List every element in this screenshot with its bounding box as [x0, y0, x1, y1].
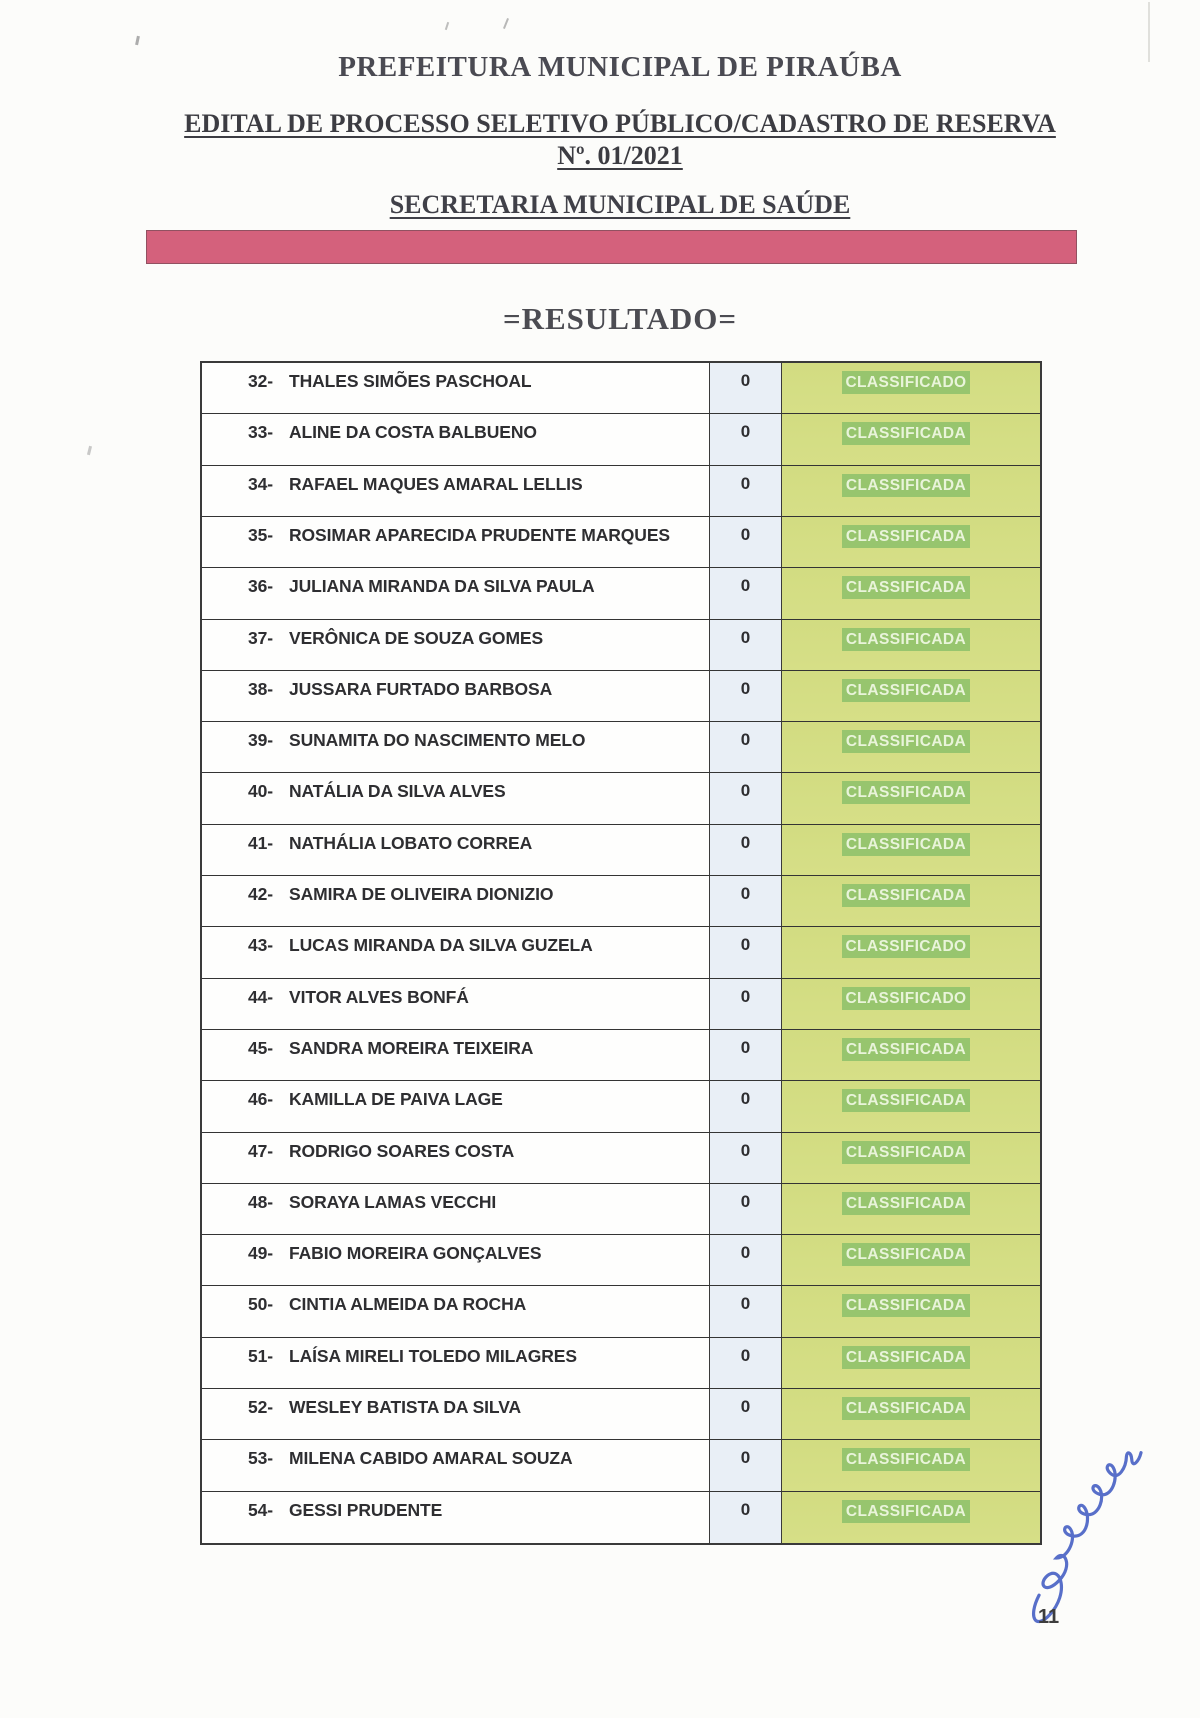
score-cell: 0	[709, 1081, 782, 1131]
status-badge: CLASSIFICADA	[842, 1500, 970, 1523]
candidate-name: 41- NATHÁLIA LOBATO CORREA	[202, 825, 709, 875]
candidate-number: 44-	[248, 986, 273, 1007]
table-row	[202, 1338, 1040, 1389]
table-row	[202, 927, 1040, 978]
candidate-number: 48-	[248, 1191, 273, 1212]
table-row	[202, 620, 1040, 671]
status-badge: CLASSIFICADA	[842, 422, 970, 445]
table-row	[202, 773, 1040, 824]
status-badge: CLASSIFICADA	[842, 1448, 970, 1471]
candidate-number: 34-	[248, 473, 273, 494]
status-badge: CLASSIFICADA	[842, 781, 970, 804]
candidate-number: 47-	[248, 1140, 273, 1161]
table-row	[202, 1235, 1040, 1286]
table-row	[202, 1081, 1040, 1132]
table-row	[202, 722, 1040, 773]
status-badge: CLASSIFICADA	[842, 628, 970, 651]
candidate-number: 41-	[248, 832, 273, 853]
score-cell: 0	[709, 1492, 782, 1543]
candidate-number: 46-	[248, 1089, 273, 1110]
candidate-name: 32- THALES SIMÕES PASCHOAL	[202, 363, 709, 413]
scan-speck	[87, 446, 92, 455]
score-cell: 0	[709, 1133, 782, 1183]
status-cell	[782, 722, 1040, 772]
result-section-title: =RESULTADO=	[502, 301, 738, 336]
candidate-name: 37- VERÔNICA DE SOUZA GOMES	[202, 620, 709, 670]
status-badge: CLASSIFICADA	[842, 1294, 970, 1317]
status-cell	[782, 1081, 1040, 1131]
status-cell	[782, 1389, 1040, 1439]
pink-divider-bar	[146, 230, 1077, 264]
candidate-name: 52- WESLEY BATISTA DA SILVA	[202, 1389, 709, 1439]
score-cell: 0	[709, 1235, 782, 1285]
candidate-number: 52-	[248, 1397, 273, 1418]
status-badge: CLASSIFICADO	[842, 987, 970, 1010]
status-cell	[782, 825, 1040, 875]
candidate-name: 50- CINTIA ALMEIDA DA ROCHA	[202, 1286, 709, 1336]
candidate-number: 32-	[248, 371, 273, 391]
status-badge: CLASSIFICADA	[842, 576, 970, 599]
score-cell: 0	[709, 876, 782, 926]
table-row	[202, 1133, 1040, 1184]
table-row	[202, 517, 1040, 568]
edital-heading-line2: Nº. 01/2021	[557, 141, 683, 170]
score-cell: 0	[709, 363, 782, 413]
status-badge: CLASSIFICADA	[842, 730, 970, 753]
status-badge: CLASSIFICADA	[842, 1192, 970, 1215]
page-number: 11	[1038, 1606, 1060, 1628]
candidate-number: 54-	[248, 1499, 273, 1520]
table-row	[202, 1030, 1040, 1081]
status-cell	[782, 466, 1040, 516]
candidate-name: 46- KAMILLA DE PAIVA LAGE	[202, 1081, 709, 1131]
score-cell: 0	[709, 671, 782, 721]
results-table	[200, 361, 1042, 1545]
table-row	[202, 363, 1040, 414]
candidate-name: 45- SANDRA MOREIRA TEIXEIRA	[202, 1030, 709, 1080]
table-row	[202, 1286, 1040, 1337]
status-cell	[782, 671, 1040, 721]
status-cell	[782, 620, 1040, 670]
candidate-number: 43-	[248, 935, 273, 956]
candidate-name: 43- LUCAS MIRANDA DA SILVA GUZELA	[202, 927, 709, 977]
score-cell: 0	[709, 568, 782, 618]
score-cell: 0	[709, 1389, 782, 1439]
scan-speck	[503, 18, 509, 29]
status-badge: CLASSIFICADA	[842, 1346, 970, 1369]
status-badge: CLASSIFICADA	[842, 1089, 970, 1112]
candidate-name: 36- JULIANA MIRANDA DA SILVA PAULA	[202, 568, 709, 618]
table-row	[202, 466, 1040, 517]
status-badge: CLASSIFICADA	[842, 1038, 970, 1061]
candidate-name: 47- RODRIGO SOARES COSTA	[202, 1133, 709, 1183]
candidate-name: 51- LAÍSA MIRELI TOLEDO MILAGRES	[202, 1338, 709, 1388]
candidate-number: 51-	[248, 1345, 273, 1366]
status-badge: CLASSIFICADA	[842, 1243, 970, 1266]
status-badge: CLASSIFICADO	[842, 935, 970, 958]
score-cell: 0	[709, 927, 782, 977]
scan-speck	[135, 36, 140, 45]
candidate-name: 42- SAMIRA DE OLIVEIRA DIONIZIO	[202, 876, 709, 926]
candidate-number: 45-	[248, 1037, 273, 1058]
score-cell: 0	[709, 517, 782, 567]
score-cell: 0	[709, 1440, 782, 1490]
candidate-name: 54- GESSI PRUDENTE	[202, 1492, 709, 1543]
candidate-name: 53- MILENA CABIDO AMARAL SOUZA	[202, 1440, 709, 1490]
department-heading: SECRETARIA MUNICIPAL DE SAÚDE	[389, 190, 851, 219]
candidate-name: 38- JUSSARA FURTADO BARBOSA	[202, 671, 709, 721]
status-badge: CLASSIFICADA	[842, 474, 970, 497]
edital-heading-line1: EDITAL DE PROCESSO SELETIVO PÚBLICO/CADASTRO DE RESERVA	[184, 109, 1056, 138]
status-badge: CLASSIFICADA	[842, 884, 970, 907]
candidate-name: 49- FABIO MOREIRA GONÇALVES	[202, 1235, 709, 1285]
status-cell	[782, 979, 1040, 1029]
score-cell: 0	[709, 1184, 782, 1234]
table-row	[202, 1389, 1040, 1440]
status-cell	[782, 363, 1040, 413]
status-cell	[782, 568, 1040, 618]
candidate-name: 44- VITOR ALVES BONFÁ	[202, 979, 709, 1029]
status-badge: CLASSIFICADO	[842, 371, 970, 394]
table-row	[202, 414, 1040, 465]
table-row	[202, 825, 1040, 876]
candidate-number: 35-	[248, 524, 273, 545]
score-cell: 0	[709, 722, 782, 772]
candidate-number: 42-	[248, 884, 273, 905]
score-cell: 0	[709, 979, 782, 1029]
table-row	[202, 1440, 1040, 1491]
status-cell	[782, 414, 1040, 464]
candidate-number: 37-	[248, 627, 273, 648]
score-cell: 0	[709, 1286, 782, 1336]
status-cell	[782, 1286, 1040, 1336]
status-cell	[782, 1030, 1040, 1080]
score-cell: 0	[709, 1030, 782, 1080]
table-row	[202, 1184, 1040, 1235]
status-cell	[782, 773, 1040, 823]
status-cell	[782, 1338, 1040, 1388]
candidate-name: 33- ALINE DA COSTA BALBUENO	[202, 414, 709, 464]
candidate-name: 34- RAFAEL MAQUES AMARAL LELLIS	[202, 466, 709, 516]
table-row	[202, 979, 1040, 1030]
status-badge: CLASSIFICADA	[842, 833, 970, 856]
status-cell	[782, 876, 1040, 926]
candidate-number: 38-	[248, 678, 273, 699]
status-cell	[782, 1184, 1040, 1234]
status-badge: CLASSIFICADA	[842, 1397, 970, 1420]
candidate-number: 49-	[248, 1243, 273, 1264]
table-row	[202, 1492, 1040, 1543]
candidate-number: 53-	[248, 1448, 273, 1469]
score-cell: 0	[709, 620, 782, 670]
candidate-name: 35- ROSIMAR APARECIDA PRUDENTE MARQUES	[202, 517, 709, 567]
status-cell	[782, 1235, 1040, 1285]
status-cell	[782, 927, 1040, 977]
status-cell	[782, 1133, 1040, 1183]
candidate-number: 50-	[248, 1294, 273, 1315]
candidate-number: 33-	[248, 422, 273, 443]
score-cell: 0	[709, 414, 782, 464]
table-row	[202, 568, 1040, 619]
score-cell: 0	[709, 1338, 782, 1388]
score-cell: 0	[709, 466, 782, 516]
candidate-number: 40-	[248, 781, 273, 802]
candidate-name: 39- SUNAMITA DO NASCIMENTO MELO	[202, 722, 709, 772]
score-cell: 0	[709, 773, 782, 823]
status-badge: CLASSIFICADA	[842, 1141, 970, 1164]
status-badge: CLASSIFICADA	[842, 679, 970, 702]
page-title: PREFEITURA MUNICIPAL DE PIRAÚBA	[338, 51, 902, 83]
status-badge: CLASSIFICADA	[842, 525, 970, 548]
candidate-name: 40- NATÁLIA DA SILVA ALVES	[202, 773, 709, 823]
candidate-number: 36-	[248, 576, 273, 597]
candidate-name: 48- SORAYA LAMAS VECCHI	[202, 1184, 709, 1234]
candidate-number: 39-	[248, 730, 273, 751]
score-cell: 0	[709, 825, 782, 875]
scan-speck	[445, 22, 449, 30]
status-cell	[782, 517, 1040, 567]
table-row	[202, 876, 1040, 927]
table-row	[202, 671, 1040, 722]
